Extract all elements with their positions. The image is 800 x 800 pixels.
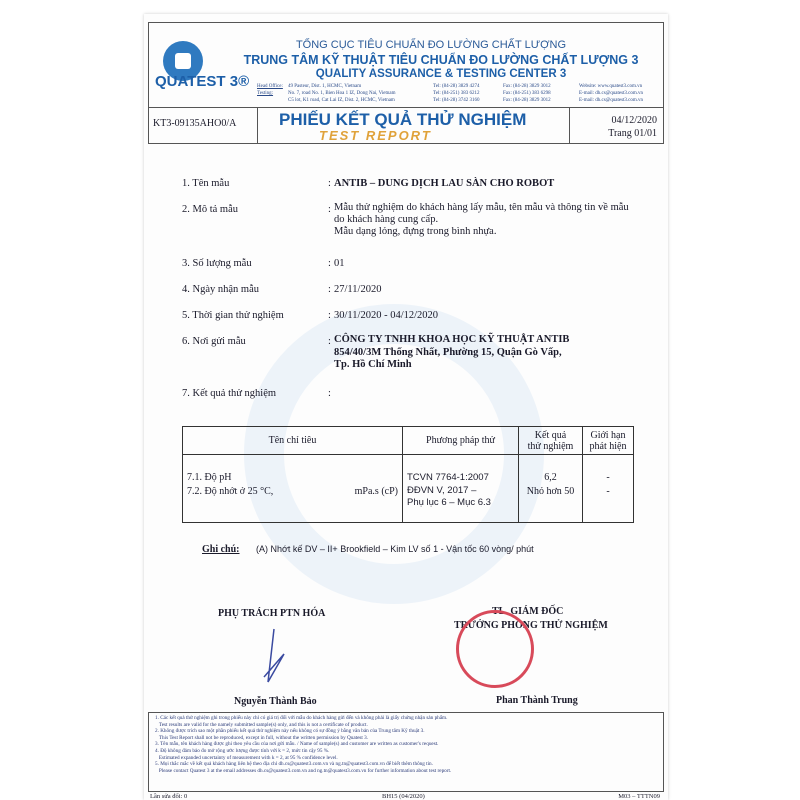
- test-unit: mPa.s (cP): [354, 486, 398, 497]
- address-labels: Head Office: Testing:: [257, 84, 283, 96]
- table-row: [183, 455, 634, 523]
- col-header: Kết quả thử nghiệm: [519, 427, 583, 455]
- document-code: M03 – TTTN09: [618, 793, 660, 800]
- right-signer-title-2: TRƯỞNG PHÒNG THỬ NGHIỆM: [454, 620, 608, 631]
- field-value: 01: [334, 258, 345, 269]
- detection-limit: -: [606, 472, 610, 483]
- colon: :: [328, 284, 331, 295]
- form-code: BH15 (04/2020): [382, 793, 425, 800]
- colon: :: [328, 204, 331, 215]
- brand-name: QUATEST 3®: [155, 73, 250, 90]
- field-value: 30/11/2020 - 04/12/2020: [334, 310, 439, 321]
- title-row: [148, 108, 664, 144]
- test-method: TCVN 7764-1:2007: [407, 472, 489, 483]
- colon: :: [328, 388, 331, 399]
- detection-limit: -: [606, 486, 610, 497]
- left-signer-title: PHỤ TRÁCH PTN HÓA: [218, 608, 326, 619]
- test-name: 7.1. Độ pH: [187, 472, 232, 483]
- field-label: 7. Kết quả thử nghiệm: [182, 388, 277, 399]
- note-text: (A) Nhớt kế DV – II+ Brookfield – Kim LV số 1 - Vận tốc 60 vòng/ phút: [256, 544, 534, 554]
- colon: :: [328, 336, 331, 347]
- left-signer-name: Nguyễn Thành Bảo: [234, 696, 317, 707]
- web-contacts: Website: www.quatest3.com.vn E-mail: dh.cs@quatest3.com.vn E-mail: dh.cs@quatest3.com.vn: [579, 84, 644, 103]
- test-result: 6,2: [544, 472, 557, 483]
- field-label: 2. Mô tả mẫu: [182, 204, 238, 215]
- report-title: PHIẾU KẾT QUẢ THỬ NGHIỆM: [279, 110, 527, 129]
- field-value: 27/11/2020: [334, 284, 382, 295]
- table-header: [183, 427, 634, 455]
- field-label: 6. Nơi gửi mẫu: [182, 336, 246, 347]
- page-number: Trang 01/01: [608, 128, 657, 139]
- field-label: 5. Thời gian thử nghiệm: [182, 310, 284, 321]
- org-parent: TỔNG CỤC TIÊU CHUẨN ĐO LƯỜNG CHẤT LƯỢNG: [295, 39, 567, 51]
- report-code: KT3-09135AHO0/A: [153, 118, 237, 129]
- col-header: Tên chỉ tiêu: [183, 427, 403, 455]
- right-signer-title: TL. GIÁM ĐỐC: [492, 606, 564, 617]
- note-label: Ghi chú:: [202, 544, 240, 555]
- col-header: Phương pháp thử: [403, 427, 519, 455]
- addresses: 49 Pasteur, Dist. 1, HCMC, Vietnam No. 7, road No. 1, Bien Hoa 1 IZ, Dong Nai, Vietnam C5 lot, K1 road, Cat Lai IZ, Dist. 2, HCMC, Vietnam: [288, 84, 396, 103]
- field-value: Mẫu thử nghiệm do khách hàng lấy mẫu, tên mẫu và thông tin về mẫu do khách hàng cung cấp. Mẫu dạng lỏng, đựng trong bình nhựa.: [334, 202, 629, 237]
- field-label: 1. Tên mẫu: [182, 178, 230, 189]
- revision: Lần sửa đổi: 0: [150, 793, 188, 800]
- org-name: TRUNG TÂM KỸ THUẬT TIÊU CHUẨN ĐO LƯỜNG CHẤT LƯỢNG 3: [243, 53, 639, 67]
- col-header: Giới hạn phát hiện: [583, 427, 634, 455]
- report-title-en: TEST REPORT: [319, 128, 432, 143]
- colon: :: [328, 310, 331, 321]
- report-date: 04/12/2020 Trang 01/01: [608, 115, 657, 139]
- tel-numbers: Tel: (84-28) 3829 4274 Tel: (84-251) 383 6212 Tel: (84-28) 3742 3160: [433, 84, 480, 103]
- test-report-page: [144, 14, 668, 800]
- note: [202, 544, 534, 555]
- field-value: ANTIB – DUNG DỊCH LAU SÀN CHO ROBOT: [334, 178, 555, 189]
- footer-notes: [148, 712, 664, 792]
- test-name: 7.2. Độ nhớt ở 25 °C,: [187, 486, 274, 497]
- colon: :: [328, 178, 331, 189]
- field-label: 4. Ngày nhận mẫu: [182, 284, 259, 295]
- field-label: 3. Số lượng mẫu: [182, 258, 252, 269]
- signature-left: [254, 624, 294, 692]
- right-signer-name: Phan Thành Trung: [496, 695, 578, 706]
- org-name-en: QUALITY ASSURANCE & TESTING CENTER 3: [315, 68, 567, 80]
- test-result: Nhỏ hơn 50: [526, 486, 575, 497]
- field-value: CÔNG TY TNHH KHOA HỌC KỸ THUẬT ANTIB 854/40/3M Thống Nhất, Phường 15, Quận Gò Vấp, Tp. Hồ Chí Minh: [334, 334, 570, 370]
- fax-numbers: Fax: (84-28) 3829 3012 Fax: (84-251) 383 6298 Fax: (84-28) 3829 3012: [503, 84, 551, 103]
- colon: :: [328, 258, 331, 269]
- results-table: [182, 426, 634, 523]
- letterhead: [148, 22, 664, 108]
- test-method: ĐĐVN V, 2017 – Phụ lục 6 – Mục 6.3: [407, 485, 491, 508]
- footer-text: 1. Các kết quả thử nghiệm ghi trong phiếu này chỉ có giá trị đối với mẫu do khách hàng gửi đến và không phải là giấy chứng nhận sản phẩm. Test results are valid for the namely submitted sample(s) only, and this is not a certificate of product. 2. Không được trích sao một phần phiếu kết quả thử nghiệm này nếu không có sự đồng ý bằng văn bản của Trung tâm Kỹ thuật 3. This Test Report shall not be reproduced, except in full, without the written permission by Quatest 3. 3. Tên mẫu, tên khách hàng được ghi theo yêu cầu của nơi gửi mẫu. / Name of sample(s) and customer are written as customer's request. 4. Độ không đảm bảo đo mở rộng ước lượng được tính với k = 2, mức tin cậy 95 %. Estimated expanded uncertainty of measurement with k = 2, at 95 % confidence level. 5. Mọi thắc mắc về kết quả khách hàng liên hệ theo địa chỉ dh.cs@quatest3.com.vn và ng.tn@quatest3.com.vn để biết thêm thông tin. Please contact Quatest 3 at the email addresses dh.cs@quatest3.com.vn and ng.tn@quatest3.com.vn for further information about test report.: [155, 715, 452, 774]
- official-stamp: [456, 610, 534, 688]
